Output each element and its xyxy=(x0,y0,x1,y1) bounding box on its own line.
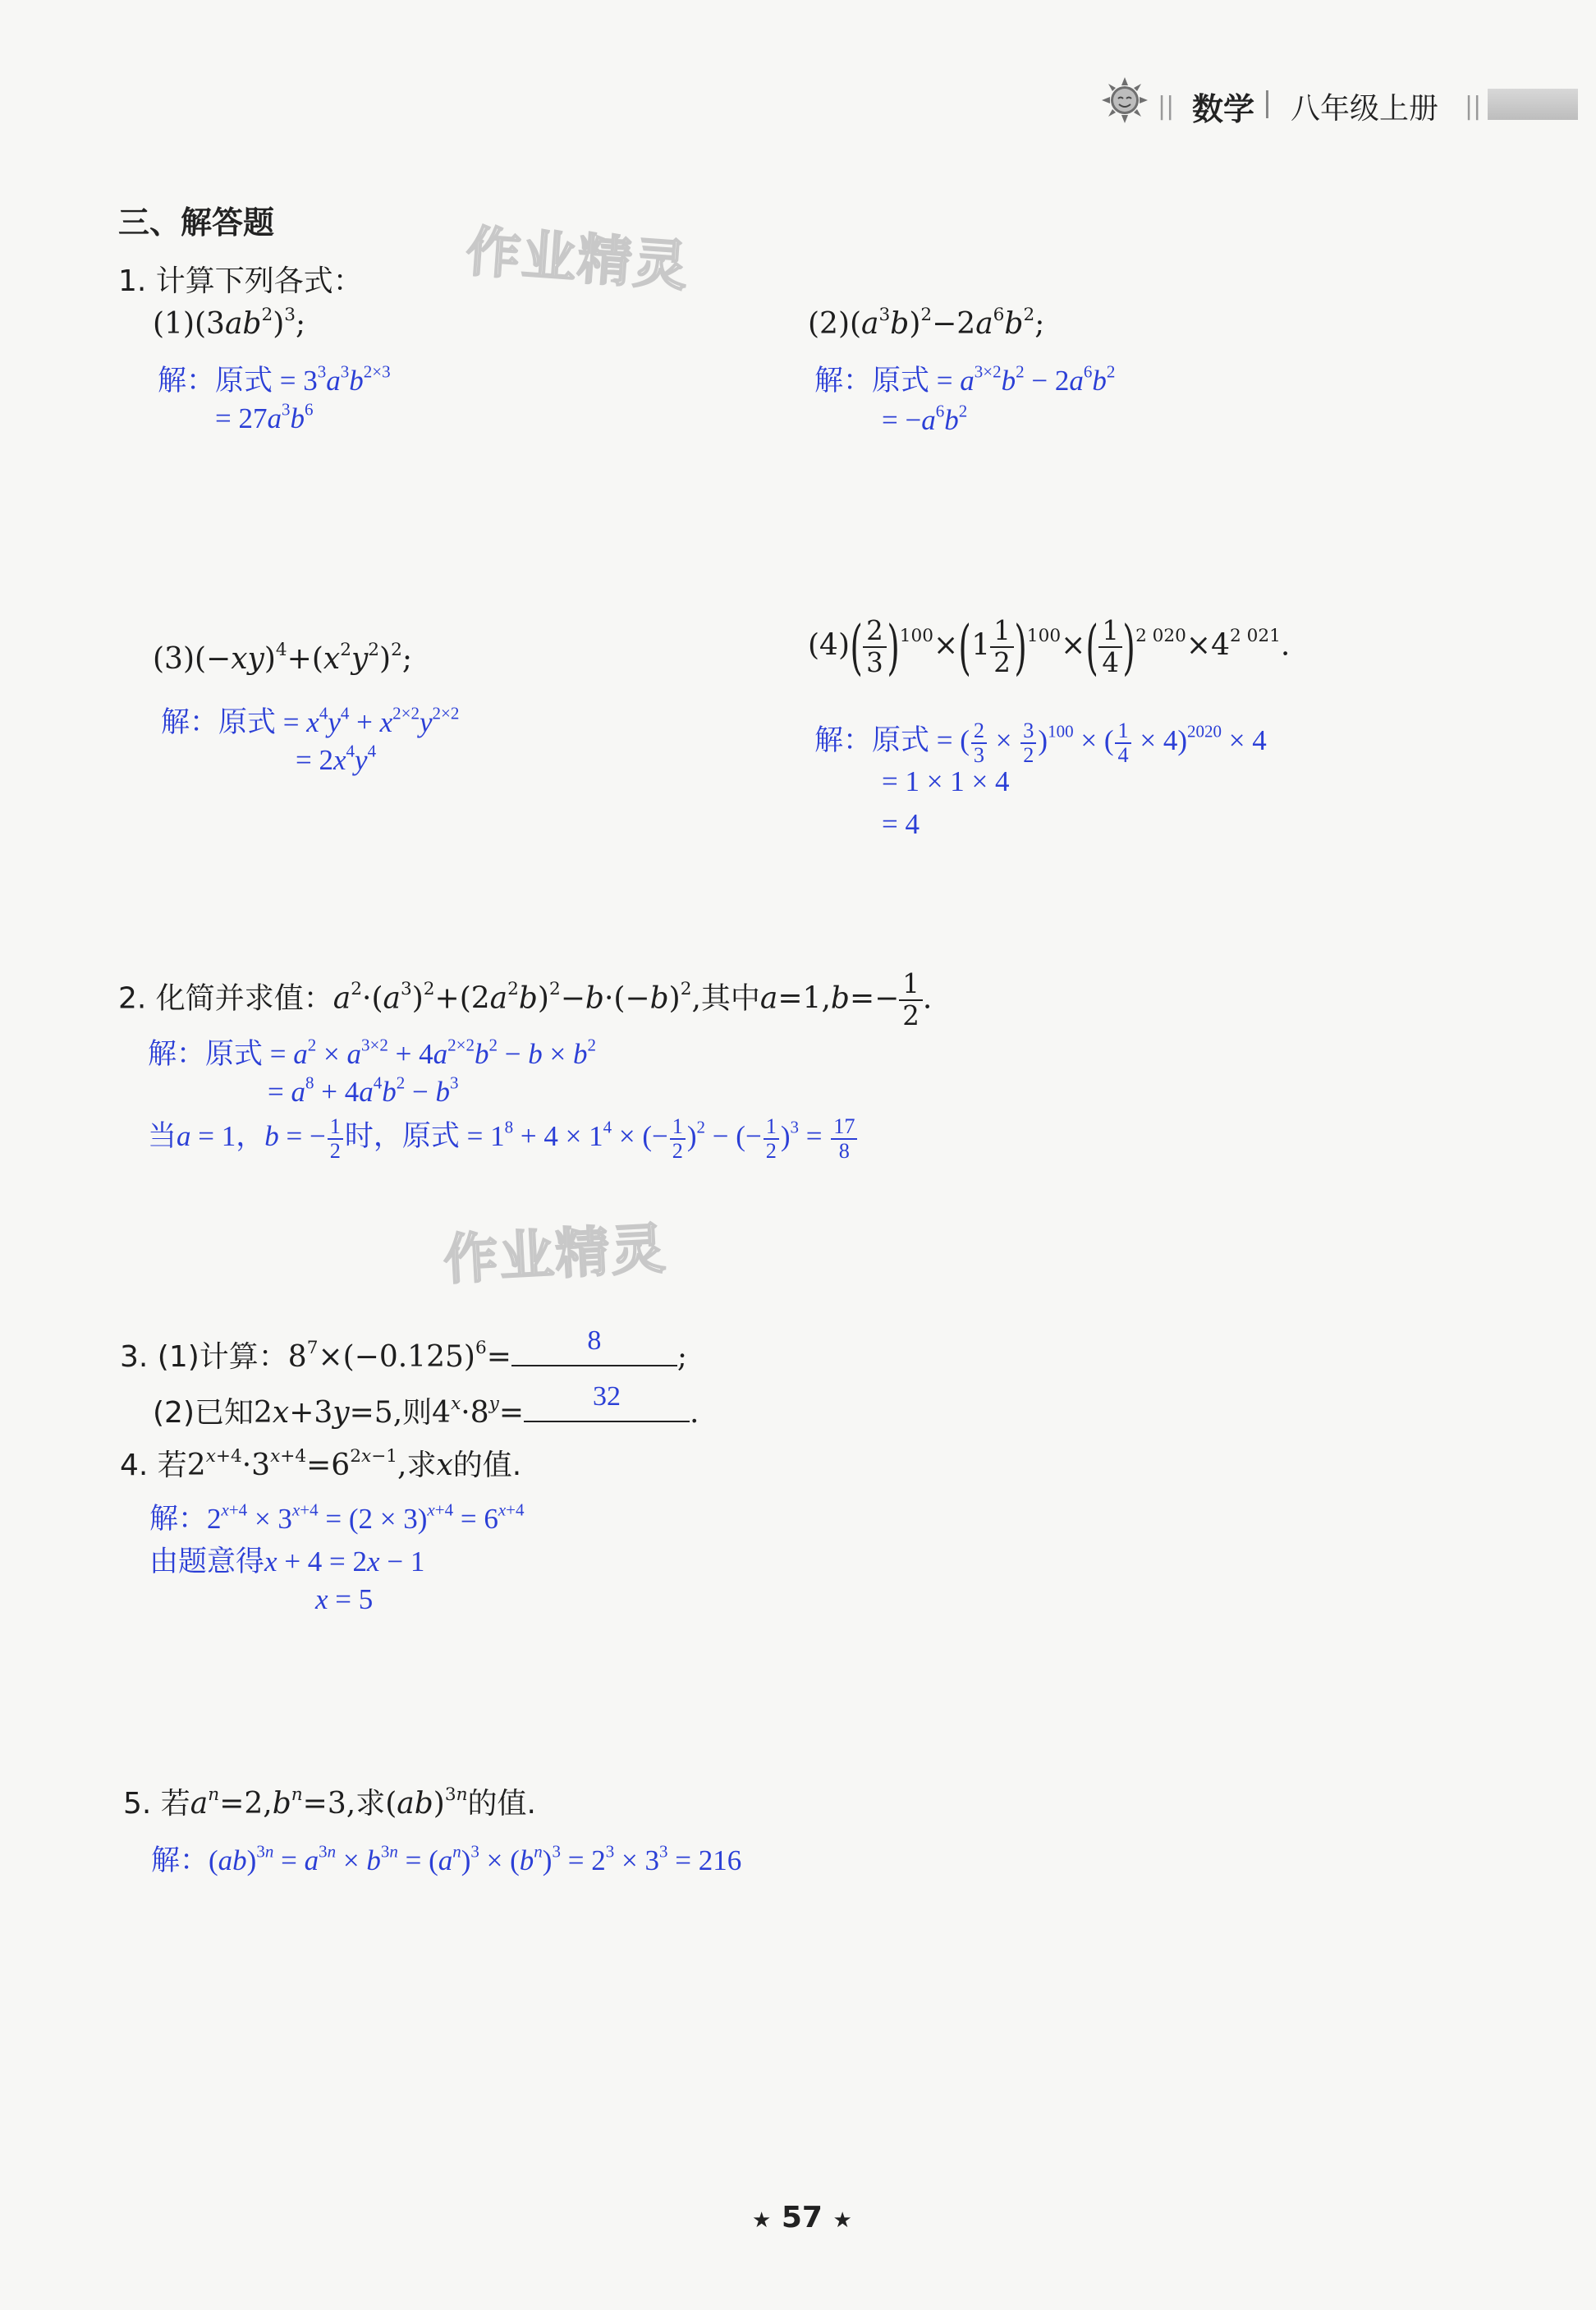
q5-solution: 解：$(ab)^{3n} = a^{3n} \times b^{3n} = (a^n)^3 \times (b^n)^3 = 2^3 \times 3^3 = 216$ xyxy=(151,1841,742,1876)
q1-part1-sol-prefix: 解：原式 xyxy=(158,365,273,397)
q3-part2: (2)已知2x+3y=5,则$4^x\cdot 8^y=$ 32 . xyxy=(153,1381,699,1430)
q1-part3: $(3)(-xy)^4+(x^2y^2)^2$; xyxy=(153,639,412,676)
q1-part1: $(1)(3ab^2)^3$; xyxy=(153,304,306,341)
q1-part2-solution-line1: 解：原式 = $a^{3\times 2}b^2 - 2a^6b^2$ xyxy=(814,361,1116,397)
q4-stem-prefix: 4. 若 xyxy=(120,1449,187,1482)
q2-cond: 其中 xyxy=(700,981,760,1016)
page-number-value: 57 xyxy=(781,2201,823,2234)
q4-solution-line1: 解：$2^{x+4} \times 3^{x+4} = (2 \times 3)^{x+4} = 6^{x+4}$ xyxy=(149,1499,525,1535)
q1-part2: $(2)(a^3b)^2-2a^6b^2$; xyxy=(808,304,1045,341)
section-title: 三、解答题 xyxy=(118,204,275,241)
q4-solution-line2: 由题意得x + 4 = 2x − 1 xyxy=(149,1545,425,1578)
q1-part4-solution-line2: = 1 × 1 × 4 xyxy=(882,765,1010,797)
header-grade: 八年级上册 xyxy=(1291,92,1439,126)
q4-stem-end: 的值. xyxy=(452,1449,522,1482)
q4-stem-suffix: 求 xyxy=(406,1449,437,1482)
q1-part1-solution-line2: = $27a^3b^6$ xyxy=(215,399,314,434)
q2-when: 当 xyxy=(148,1120,177,1152)
q3-part1-answer-blank[interactable] xyxy=(511,1325,677,1366)
q3-part2-answer: 32 xyxy=(593,1381,621,1412)
q5-sol-prefix: 解： xyxy=(151,1844,209,1876)
watermark-top: 作业精灵 xyxy=(464,219,691,299)
q1-part3-label: (3) xyxy=(153,642,195,676)
q3-part1: 3. (1)计算：$8^7\times(-0.125)^6=$ 8 ; xyxy=(120,1325,687,1374)
q3-part2-mid: 则 xyxy=(402,1396,433,1430)
q4-solution-line3: x = 5 xyxy=(315,1583,374,1615)
q2-stem: 2. 化简并求值：$a^2\cdot(a^3)^2+(2a^2b)^2-b\cdot(-b)^2$,其中a=1,b=− $\frac{1}{2}$ . xyxy=(118,968,933,1032)
q2-solution-line3: 当a = 1，b = − $\frac{1}{2}$ 时，原式 = $1^8 + 4 \times 1^4$ × (− $\frac{1}{2}$ )$^2$ − (− $\frac{1}{2}$ )$^3$ = $\frac{17}{8}$ xyxy=(148,1114,859,1163)
q5-stem-end: 的值. xyxy=(467,1787,536,1821)
q4-sol-prefix: 解： xyxy=(149,1503,208,1535)
q1-part4-label: (4) xyxy=(808,628,850,663)
header-subject: 数学 xyxy=(1192,91,1255,127)
q5-stem-suffix: 求 xyxy=(355,1787,386,1821)
q2-sol-prefix: 解：原式 xyxy=(148,1038,264,1070)
q1-part4-sol-prefix: 解：原式 xyxy=(814,724,930,756)
q1-part2-solution-line2: = $-a^6b^2$ xyxy=(882,401,968,436)
q1-part4-solution-line3: = 4 xyxy=(882,808,920,840)
q1-part3-sol-prefix: 解：原式 xyxy=(161,706,277,738)
q4-line2-prefix: 由题意得 xyxy=(149,1545,265,1578)
watermark-middle: 作业精灵 xyxy=(442,1216,669,1293)
q2-solution-line2: = $a^8 + 4a^4b^2 - b^3$ xyxy=(268,1072,459,1108)
q2-stem-label: 2. 化简并求值： xyxy=(118,981,333,1016)
q1-part4-solution-line1: 解：原式 = ( $\frac{2}{3}$ × $\frac{3}{2}$ )$^{100}$ × ( $\frac{1}{4}$ × 4)$^{2020}$ × 4 xyxy=(814,719,1267,767)
q1-part2-sol-prefix: 解：原式 xyxy=(814,365,930,397)
header-logo-icon xyxy=(1100,76,1149,125)
q1-stem: 1. 计算下列各式： xyxy=(118,264,363,298)
q5-stem-prefix: 5. 若 xyxy=(123,1787,190,1821)
page-number xyxy=(752,2201,852,2234)
q1-part4: (4)( $\frac{2}{3}$ )$^{100}$×(1 $\frac{1}{2}$ )$^{100}$×( $\frac{1}{4}$ )$^{2 020}\times 4^{2 021}$. xyxy=(808,613,1291,682)
q1-part2-label: (2) xyxy=(808,307,850,341)
star-icon-left: ★ xyxy=(752,2208,772,2233)
q3-part1-answer: 8 xyxy=(587,1325,602,1356)
q2-then: 时，原式 xyxy=(344,1120,460,1152)
q5-stem: 5. 若$a^n=2,b^n=3$,求(ab)$^{3n}$的值. xyxy=(123,1784,536,1821)
star-icon-right: ★ xyxy=(832,2208,852,2233)
q3-part2-answer-blank[interactable] xyxy=(524,1381,690,1422)
header-divider-icon: || xyxy=(1158,92,1175,121)
q2-solution-line1: 解：原式 = $a^2 \times a^{3\times 2} + 4a^{2\times 2}b^2 - b \times b^2$ xyxy=(148,1035,596,1070)
q3-part2-label: (2)已知 xyxy=(153,1396,254,1430)
q3-part1-label: 3. (1)计算： xyxy=(120,1340,288,1374)
header-divider-icon-2: || xyxy=(1465,92,1482,121)
header-decoration xyxy=(1488,89,1578,120)
q1-part3-solution-line2: = $2x^4y^4$ xyxy=(296,741,377,776)
q1-part3-solution-line1: 解：原式 = $x^4y^4 + x^{2\times 2}y^{2\times 2}$ xyxy=(161,703,460,738)
header-separator xyxy=(1266,90,1268,118)
q1-part1-solution-line1: 解：原式 = $3^3a^3b^{2\times 3}$ xyxy=(158,361,391,397)
q1-part1-label: (1) xyxy=(153,307,195,341)
q4-stem: 4. 若$2^{x+4}\cdot 3^{x+4}=6^{2x-1}$,求x的值. xyxy=(120,1445,522,1482)
